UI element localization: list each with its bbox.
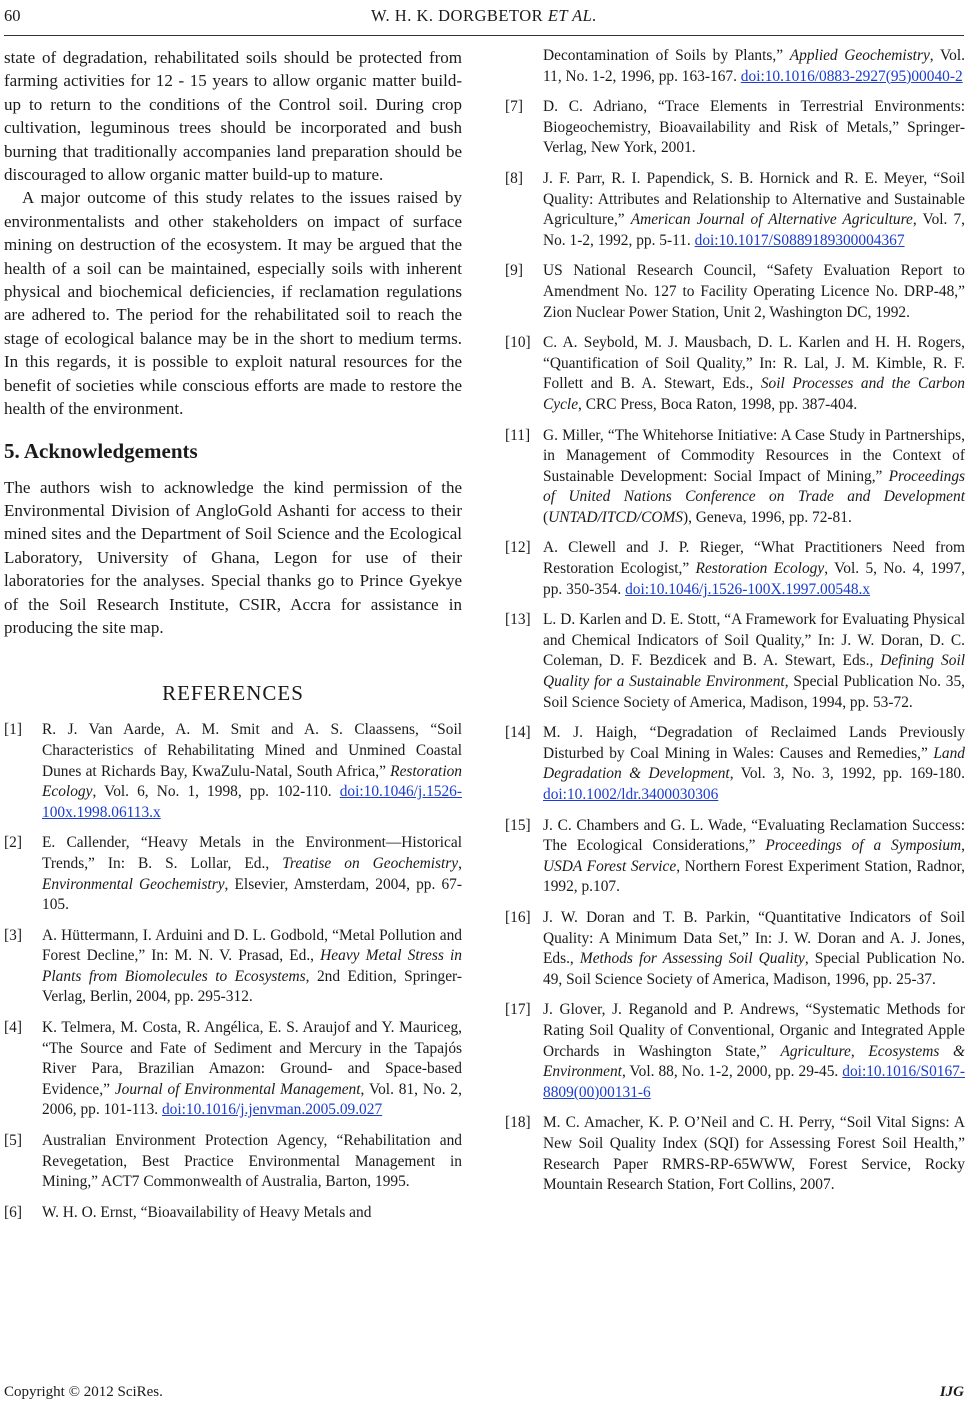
reference-item bbox=[4, 720, 462, 823]
reference-text-part: , bbox=[850, 1042, 869, 1060]
reference-doi-link[interactable]: doi:10.1016/j.jenvman.2005.09.027 bbox=[161, 1101, 383, 1119]
reference-doi-link[interactable]: doi:10.1017/S0889189300004367 bbox=[694, 231, 905, 249]
reference-item bbox=[4, 1018, 462, 1121]
reference-number: [13] bbox=[505, 611, 531, 629]
reference-text bbox=[543, 169, 965, 251]
reference-italic: Agriculture bbox=[780, 1042, 851, 1060]
reference-item bbox=[505, 333, 965, 415]
reference-text-part: M. C. Amacher, K. P. O’Neil and C. H. Perry, “Soil Vital Signs: A New Soil Quality Index (SQI) for Assessing Forest Soil Health,” Research Paper RMRS-RP-65WWW, Forest Service, Rocky Mountain Research Station, Fort Collins, 2007. bbox=[543, 1114, 965, 1194]
reference-text-part: ( bbox=[543, 508, 549, 526]
reference-number: [10] bbox=[505, 334, 531, 352]
reference-text-part: J. C. Chambers and G. L. Wade, “Evaluating Reclamation Success: The Ecological Considerations,” bbox=[543, 816, 965, 855]
reference-text-part: , Vol. 7, No. 1-2, 1992, pp. 5-11. bbox=[543, 211, 966, 249]
reference-italic: Land Degradation & Development bbox=[543, 744, 965, 783]
reference-list-left bbox=[4, 720, 462, 1223]
reference-doi-link[interactable]: doi:10.1046/j.1526-100x.1998.06113.x bbox=[42, 783, 462, 821]
references-heading: REFERENCES bbox=[162, 681, 304, 706]
reference-text-part: Australian Environment Protection Agency, “Rehabilitation and Revegetation, Best Practice Environmental Management in Mining,” ACT7 Commonwealth of Australia, Barton, 1995. bbox=[42, 1132, 462, 1191]
reference-italic: UNTAD/ITCD/COMS bbox=[548, 508, 683, 526]
reference-item bbox=[505, 261, 965, 323]
page-number: 60 bbox=[4, 6, 21, 25]
reference-number: [1] bbox=[4, 721, 22, 739]
reference-6-continued bbox=[505, 46, 965, 87]
paragraph-2: A major outcome of this study relates to the issues raised by environmentalists and other stakeholders on impact of surface mining on destruction of the ecosystem. It may be argued that the health of a soil can be maintained, especially soils with inherent physical and biochemical deficiencies, if reclamation regulations are adhered to. The period for the rehabilitated soil to reach the stage of ecological balance may be in the short to medium terms. In this regards, it is possible to exploit natural resources for the benefit of societies while conscious efforts are made to restore the health of the environment. bbox=[4, 188, 462, 419]
reference-text bbox=[543, 610, 965, 713]
reference-text-part: , Northern Forest Experiment Station, Radnor, 1992, p.107. bbox=[543, 857, 966, 896]
acknowledgements-heading: 5. Acknowledgements bbox=[4, 438, 198, 463]
reference-doi-link[interactable]: doi:10.1046/j.1526-100X.1997.00548.x bbox=[625, 580, 871, 598]
reference-number: [2] bbox=[4, 834, 22, 852]
reference-number: [4] bbox=[4, 1019, 22, 1037]
page-header bbox=[0, 6, 968, 36]
reference-text-part: , Vol. 6, No. 1, 1998, pp. 102-110. bbox=[92, 783, 340, 801]
reference-text bbox=[543, 97, 965, 159]
reference-text bbox=[543, 426, 965, 529]
reference-text-part: A. Clewell and J. P. Rieger, “What Practitioners Need from Restoration Ecologist,” bbox=[543, 539, 965, 578]
reference-item bbox=[505, 97, 965, 159]
reference-number: [12] bbox=[505, 539, 531, 557]
reference-italic: Soil Processes and the Carbon Cycle bbox=[543, 375, 966, 413]
reference-italic: Treatise on Geochemistry bbox=[282, 854, 459, 872]
reference-item bbox=[505, 538, 965, 600]
reference-number: [3] bbox=[4, 926, 22, 944]
reference-item bbox=[505, 908, 965, 990]
reference-doi-link[interactable]: doi:10.1002/ldr.3400030306 bbox=[543, 786, 719, 803]
reference-italic: USDA Forest Service bbox=[543, 857, 677, 875]
reference-italic: Ecosystems & Environment bbox=[543, 1042, 965, 1081]
reference-item bbox=[4, 833, 462, 915]
reference-italic: Methods for Assessing Soil Quality bbox=[579, 950, 805, 968]
reference-italic: Heavy Metal Stress in Plants from Biomolecules to Ecosystems bbox=[42, 947, 462, 985]
reference-text-part: , bbox=[961, 837, 965, 855]
ref-6-journal: Applied Geochemistry bbox=[789, 47, 930, 64]
reference-item bbox=[505, 426, 965, 529]
running-head-et-al: ET AL. bbox=[547, 6, 597, 25]
reference-number: [9] bbox=[505, 262, 523, 280]
copyright-notice: Copyright © 2012 SciRes. bbox=[4, 1384, 163, 1400]
reference-item bbox=[505, 610, 965, 713]
reference-text-part: K. Telmera, M. Costa, R. Angélica, E. S. Araujof and Y. Mauriceg, “The Source and Fate of Sediment and Mercury in the Tapajós River Para, Brazilian Amazon: Ground- and Space-based Evidence,” bbox=[42, 1019, 462, 1098]
reference-text-part: E. Callender, “Heavy Metals in the Environment—Historical Trends,” In: B. S. Lollar, Ed., bbox=[42, 834, 462, 872]
reference-italic: Defining Soil Quality for a Sustainable Environment bbox=[543, 652, 965, 691]
reference-text-part: ), Geneva, 1996, pp. 72-81. bbox=[682, 508, 852, 526]
right-column bbox=[505, 46, 965, 1206]
reference-text bbox=[543, 261, 965, 323]
reference-text-part: G. Miller, “The Whitehorse Initiative: A Case Study in Partnerships, in Management of Commodity Resources in the Context of Sustainable Development: Social Impact of Mining,” bbox=[543, 426, 965, 485]
reference-text-part: , Vol. 3, No. 3, 1992, pp. 169-180. bbox=[729, 765, 965, 783]
reference-text-part: M. J. Haigh, “Degradation of Reclaimed Lands Previously Disturbed by Coal Mining in Wales: Causes and Remedies,” bbox=[543, 724, 965, 762]
reference-number: [6] bbox=[4, 1203, 22, 1221]
paragraph-1: state of degradation, rehabilitated soils should be protected from farming activities for 12 - 15 years to allow organic matter build-up to return to the conditions of the Control soil. During crop cultivation, leguminous trees should be incorporated and bush burning that traditionally accompanies land preparation should be discouraged to allow organic matter build-up to mature. bbox=[4, 48, 462, 185]
ref-6-doi-link[interactable]: doi:10.1016/0883-2927(95)00040-2 bbox=[740, 67, 963, 85]
reference-text bbox=[543, 723, 965, 805]
reference-item bbox=[4, 926, 462, 1008]
reference-italic: American Journal of Alternative Agriculture bbox=[630, 211, 913, 229]
reference-text-part: W. H. O. Ernst, “Bioavailability of Heavy Metals and bbox=[42, 1203, 372, 1221]
journal-abbreviation: IJG bbox=[939, 1384, 964, 1400]
reference-text bbox=[42, 720, 462, 823]
reference-item bbox=[505, 169, 965, 251]
reference-text-part: , CRC Press, Boca Raton, 1998, pp. 387-404. bbox=[578, 395, 858, 413]
reference-text-part: US National Research Council, “Safety Evaluation Report to Amendment No. 127 to Facility Operating Licence No. DRP-48,” Zion Nuclear Power Station, Unit 2, Washington DC, 1992. bbox=[543, 262, 965, 321]
ref-6-details: , Vol. 11, No. 1-2, 1996, pp. 163-167. bbox=[543, 47, 966, 85]
running-head-authors: W. H. K. DORGBETOR bbox=[371, 6, 544, 25]
reference-item bbox=[505, 1113, 965, 1195]
reference-text-part: , bbox=[458, 854, 462, 872]
reference-number: [17] bbox=[505, 1001, 531, 1019]
reference-text-part: J. W. Doran and T. B. Parkin, “Quantitative Indicators of Soil Quality: A Minimum Data Set,” In: J. W. Doran and A. J. Jones, Eds., bbox=[543, 908, 965, 968]
reference-number: [11] bbox=[505, 426, 531, 444]
reference-number: [8] bbox=[505, 169, 523, 187]
reference-text-part: , Elsevier, Amsterdam, 2004, pp. 67-105. bbox=[42, 875, 462, 914]
reference-number: [7] bbox=[505, 98, 523, 116]
reference-italic: Restoration Ecology bbox=[42, 762, 462, 801]
reference-text bbox=[543, 538, 965, 600]
reference-item bbox=[4, 1131, 462, 1193]
reference-text-part: A. Hüttermann, I. Arduini and D. L. Godbold, “Metal Pollution and Forest Decline,” In: M. N. V. Prasad, Ed., bbox=[42, 926, 462, 965]
reference-text-part: , Vol. 81, No. 2, 2006, pp. 101-113. bbox=[42, 1080, 462, 1119]
reference-text-part: J. F. Parr, R. I. Papendick, S. B. Hornick and R. E. Meyer, “Soil Quality: Attributes and Relationship to Alternative and Sustainable Agriculture,” bbox=[543, 169, 965, 229]
reference-text bbox=[42, 833, 462, 915]
reference-text-part: , Vol. 5, No. 4, 1997, pp. 350-354. bbox=[543, 560, 966, 598]
acknowledgements-text: The authors wish to acknowledge the kind permission of the Environmental Division of AngloGold Ashanti for access to their mined sites and the Department of Soil Science and the Ecological Laboratory, University of Ghana, Legon for use of their laboratories for the analyses. Special thanks go to Prince Gyekye of the Soil Research Institute, CSIR, Accra for assistance in producing the site map. bbox=[4, 477, 462, 637]
reference-item bbox=[505, 723, 965, 805]
reference-item bbox=[505, 1000, 965, 1103]
reference-text-part: L. D. Karlen and D. E. Stott, “A Framework for Evaluating Physical and Chemical Indicators of Soil Quality,” In: J. W. Doran, D. C. Coleman, D. F. Bezdicek and B. A. Stewart, Eds., bbox=[543, 611, 965, 670]
left-column bbox=[4, 46, 462, 1233]
reference-italic: Proceedings of United Nations Conference on Trade and Development bbox=[543, 467, 965, 506]
reference-number: [5] bbox=[4, 1132, 22, 1150]
reference-text-part: R. J. Van Aarde, A. M. Smit and A. S. Claassens, “Soil Characteristics of Rehabilitating Mined and Unmined Coastal Dunes at Richards Bay, KwaZulu-Natal, South Africa,” bbox=[42, 721, 462, 780]
reference-italic: Environmental Geochemistry bbox=[42, 875, 225, 893]
reference-text bbox=[42, 1018, 462, 1121]
reference-text-part: , 2nd Edition, Springer-Verlag, Berlin, 2004, pp. 295-312. bbox=[42, 967, 462, 1006]
reference-text bbox=[543, 816, 965, 898]
reference-text bbox=[543, 1113, 965, 1195]
reference-number: [16] bbox=[505, 908, 531, 926]
reference-number: [15] bbox=[505, 816, 531, 834]
running-head bbox=[0, 6, 968, 26]
reference-number: [14] bbox=[505, 724, 531, 742]
reference-text-part: , Vol. 88, No. 1-2, 2000, pp. 29-45. bbox=[621, 1063, 843, 1081]
header-rule bbox=[4, 35, 964, 36]
reference-list-right bbox=[505, 97, 965, 1196]
reference-doi-link[interactable]: doi:10.1016/S0167-8809(00)00131-6 bbox=[543, 1063, 965, 1101]
reference-italic: Proceedings of a Symposium bbox=[765, 837, 962, 855]
reference-text-part: C. A. Seybold, M. J. Mausbach, D. L. Karlen and H. H. Rogers, “Quantification of Soil Quality,” In: R. Lal, J. M. Kimble, R. F. Follett and B. A. Stewart, Eds., bbox=[543, 334, 965, 393]
reference-item bbox=[4, 1203, 462, 1224]
reference-text bbox=[543, 333, 965, 415]
ref-6-text: Decontamination of Soils by Plants,” bbox=[543, 47, 790, 64]
reference-text-part: D. C. Adriano, “Trace Elements in Terrestrial Environments: Biogeochemistry, Bioavailability and Risk of Metals,” Springer-Verlag, New York, 2001. bbox=[543, 98, 965, 157]
reference-italic: Restoration Ecology bbox=[695, 560, 825, 578]
reference-text bbox=[42, 1131, 462, 1193]
reference-text bbox=[543, 908, 965, 990]
reference-number: [18] bbox=[505, 1114, 531, 1132]
reference-text bbox=[42, 926, 462, 1008]
reference-text-part: , Special Publication No. 49, Soil Science Society of America, Madison, 1996, pp. 25-37. bbox=[543, 950, 965, 988]
reference-text-part: , Special Publication No. 35, Soil Science Society of America, Madison, 1994, pp. 53-72. bbox=[543, 673, 965, 711]
reference-text bbox=[42, 1203, 462, 1224]
reference-text-part: J. Glover, J. Reganold and P. Andrews, “Systematic Methods for Rating Soil Quality of Conventional, Organic and Integrated Apple Orchards in Washington State,” bbox=[543, 1001, 965, 1060]
reference-text bbox=[543, 1000, 965, 1103]
reference-item bbox=[505, 816, 965, 898]
reference-italic: Journal of Environmental Management bbox=[114, 1080, 361, 1098]
